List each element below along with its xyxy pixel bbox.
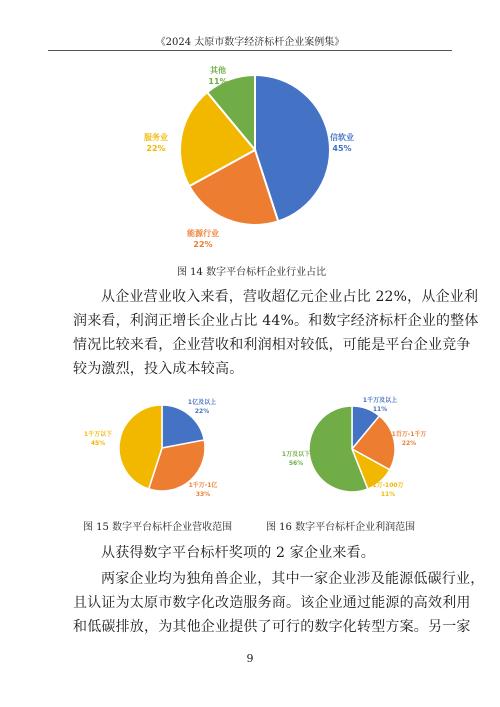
paragraph-1-line-1: 从企业营业收入来看，营收超亿元企业占比 22%，从企业利 <box>101 289 479 305</box>
page-number: 9 <box>246 652 254 665</box>
paragraph-1-line-3: 情况比较来看，企业营收和利润相对较低，可能是平台企业竞争 <box>73 337 471 353</box>
page-header: 《2024 太原市数字经济标杆企业案例集》 <box>155 37 345 48</box>
slice-percent-label: 45% <box>90 440 106 447</box>
paragraph-1-line-2: 润来看，利润正增长企业占比 44%。和数字经济标杆企业的整体 <box>73 313 479 329</box>
paragraph-1-line-4: 较为激烈，投入成本较高。 <box>73 361 244 377</box>
slice-category-label: 1万-100万 <box>372 482 404 489</box>
paragraph-3 <box>73 567 485 639</box>
slice-category-label: 其他 <box>210 66 226 75</box>
slice-category-label: 1万及以下 <box>281 451 311 458</box>
slice-percent-label: 22% <box>193 240 213 249</box>
slice-category-label: 能源行业 <box>187 229 219 238</box>
slice-percent-label: 56% <box>288 460 304 467</box>
paragraph-3-line-2: 且认证为太原市数字化改造服务商。该企业通过能源的高效利用 <box>73 595 471 611</box>
paragraph-2 <box>73 541 428 565</box>
figure-14-caption: 图 14 数字平台标杆企业行业占比 <box>177 267 327 278</box>
slice-category-label: 服务业 <box>144 133 168 142</box>
figure-16-caption: 图 16 数字平台标杆企业利润范围 <box>266 522 416 533</box>
slice-percent-label: 11% <box>208 77 228 86</box>
slice-category-label: 1千万-1亿 <box>188 482 218 489</box>
figure-15-caption: 图 15 数字平台标杆企业营收范围 <box>83 522 233 533</box>
slice-percent-label: 45% <box>332 144 352 153</box>
slice-category-label: 1千万及以上 <box>362 397 398 404</box>
slice-category-label: 1千万以下 <box>83 431 113 438</box>
paragraph-3-line-3: 和低碳排放，为其他企业提供了可行的数字化转型方案。另一家 <box>73 619 471 635</box>
slice-percent-label: 22% <box>146 144 166 153</box>
slice-category-label: 信软业 <box>330 133 354 142</box>
slice-percent-label: 33% <box>195 491 211 498</box>
paragraph-3-line-1: 两家企业均为独角兽企业，其中一家企业涉及能源低碳行业， <box>101 571 485 587</box>
slice-category-label: 1百万-1千万 <box>391 431 427 438</box>
slice-category-label: 1亿及以上 <box>187 399 217 406</box>
paragraph-2-line-1: 从获得数字平台标杆奖项的 2 家企业来看。 <box>101 545 376 561</box>
slice-percent-label: 22% <box>401 440 417 447</box>
slice-percent-label: 11% <box>372 406 388 413</box>
slice-percent-label: 22% <box>194 408 210 415</box>
slice-percent-label: 11% <box>380 491 396 498</box>
